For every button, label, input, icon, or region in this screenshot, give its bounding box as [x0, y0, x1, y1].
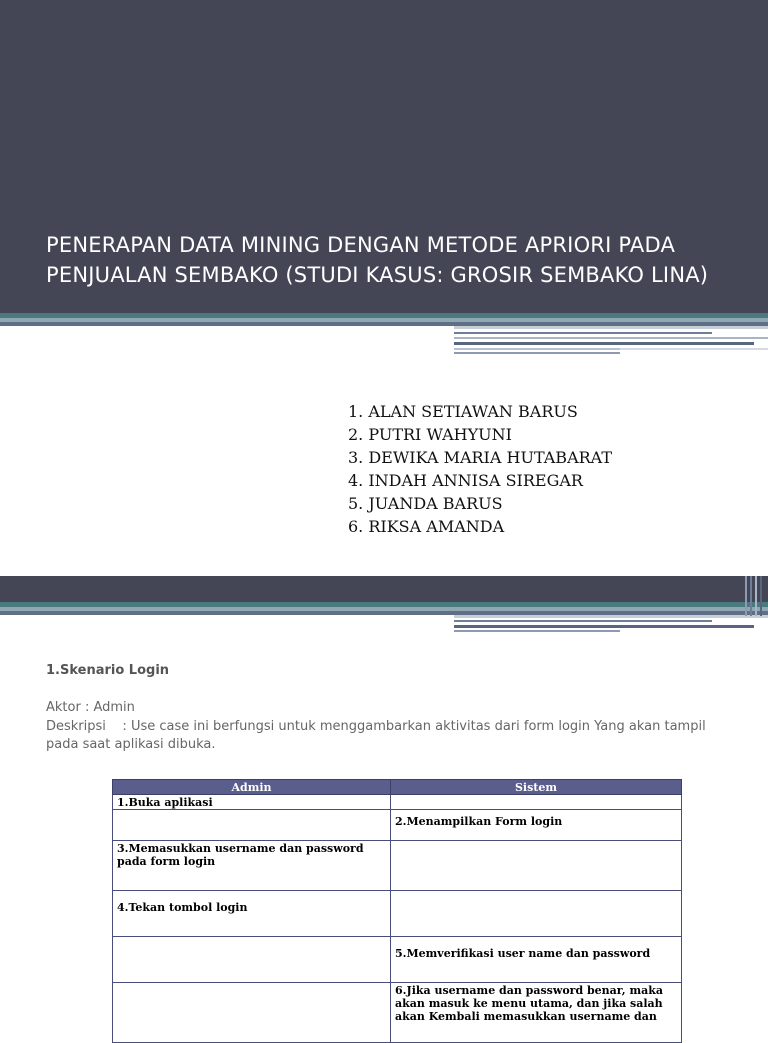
slide1-title-line: PENJUALAN SEMBAKO (STUDI KASUS: GROSIR SEMBAKO LINA)	[46, 263, 709, 287]
thin-stripe	[620, 348, 768, 350]
table-row	[113, 983, 682, 1043]
thin-stripe	[454, 348, 620, 350]
author-item: 4. INDAH ANNISA SIREGAR	[348, 471, 583, 490]
table-row	[113, 937, 682, 983]
vertical-stripe	[745, 576, 747, 616]
table-row	[113, 810, 682, 841]
actor-line: Aktor : Admin	[46, 700, 135, 715]
table-cell	[391, 891, 682, 937]
slide2-header-band	[0, 576, 768, 602]
slide1-title	[46, 230, 746, 290]
author-item: 1. ALAN SETIAWAN BARUS	[348, 402, 578, 421]
table-cell	[113, 937, 391, 983]
thin-stripe	[454, 625, 754, 628]
author-item: 5. JUANDA BARUS	[348, 494, 503, 513]
table-row	[113, 841, 682, 891]
vertical-stripe	[750, 576, 752, 616]
description-line: Deskripsi : Use case ini berfungsi untuk menggambarkan aktivitas dari form login Yang akan tampil	[46, 719, 706, 734]
author-item: 3. DEWIKA MARIA HUTABARAT	[348, 448, 613, 467]
table-row	[113, 891, 682, 937]
author-item: 2. PUTRI WAHYUNI	[348, 425, 512, 444]
table-cell: 6.Jika username dan password benar, maka akan masuk ke menu utama, dan jika salah akan Kembali memasukkan username dan	[391, 983, 682, 1043]
table-cell: 1.Buka aplikasi	[113, 795, 391, 810]
table-row	[113, 795, 682, 810]
table-cell	[391, 841, 682, 891]
thin-stripe	[454, 630, 620, 632]
table-cell: 5.Memverifikasi user name dan password	[391, 937, 682, 983]
author-item: 6. RIKSA AMANDA	[348, 517, 505, 536]
table-cell	[391, 795, 682, 810]
thin-stripe	[454, 337, 768, 339]
author-list	[348, 400, 612, 538]
thin-stripe	[454, 615, 768, 618]
scenario-table	[112, 779, 682, 1043]
vertical-stripe	[755, 576, 757, 616]
column-header-sistem: Sistem	[391, 780, 682, 795]
thin-stripe	[454, 352, 620, 354]
description-line: pada saat aplikasi dibuka.	[46, 737, 216, 752]
table-cell	[113, 810, 391, 841]
column-header-admin: Admin	[113, 780, 391, 795]
thin-stripe	[454, 332, 712, 334]
thin-stripe	[454, 326, 768, 329]
thin-stripe	[454, 620, 712, 622]
table-cell: 3.Memasukkan username dan password pada form login	[113, 841, 391, 891]
table-cell: 2.Menampilkan Form login	[391, 810, 682, 841]
thin-stripe	[454, 342, 754, 345]
table-header-row	[113, 780, 682, 795]
description	[46, 718, 736, 754]
table-cell	[113, 983, 391, 1043]
section-heading: 1.Skenario Login	[46, 663, 170, 678]
vertical-stripe	[760, 576, 762, 616]
slide1-title-line: PENERAPAN DATA MINING DENGAN METODE APRIORI PADA	[46, 233, 676, 257]
table-cell: 4.Tekan tombol login	[113, 891, 391, 937]
